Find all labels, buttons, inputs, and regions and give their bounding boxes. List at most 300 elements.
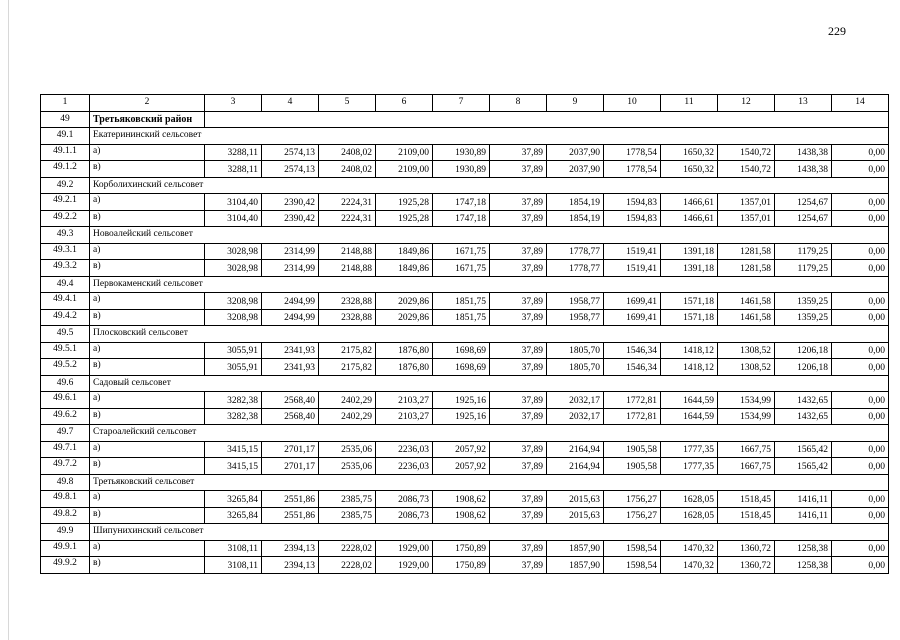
value-cell-col14: 0,00 <box>832 309 889 326</box>
value-cell-col6: 1929,00 <box>376 557 433 574</box>
value-cell-col4: 2568,40 <box>262 408 319 425</box>
value-cell-col10: 1546,34 <box>604 342 661 359</box>
value-cell-col14: 0,00 <box>832 441 889 458</box>
column-header-9: 9 <box>547 95 604 112</box>
value-cell-col5: 2328,88 <box>319 293 376 310</box>
value-cell-col3: 3104,40 <box>205 210 262 227</box>
table-row <box>41 491 889 508</box>
value-cell-col7: 1925,16 <box>433 392 490 409</box>
table-row <box>41 260 889 277</box>
value-cell-col8: 37,89 <box>490 210 547 227</box>
value-cell-col11: 1391,18 <box>661 260 718 277</box>
value-cell-col6: 2236,03 <box>376 441 433 458</box>
value-cell-col6: 1849,86 <box>376 260 433 277</box>
value-cell-col10: 1772,81 <box>604 408 661 425</box>
row-code: 49.1.1 <box>41 144 90 161</box>
value-cell-col7: 1698,69 <box>433 359 490 376</box>
value-cell-col3: 3055,91 <box>205 359 262 376</box>
value-cell-col8: 37,89 <box>490 194 547 211</box>
value-cell-col6: 1876,80 <box>376 359 433 376</box>
row-code: 49.1.2 <box>41 161 90 178</box>
value-cell-col8: 37,89 <box>490 342 547 359</box>
value-cell-col11: 1470,32 <box>661 540 718 557</box>
value-cell-col5: 2535,06 <box>319 458 376 475</box>
value-cell-col7: 1747,18 <box>433 210 490 227</box>
value-cell-col4: 2314,99 <box>262 260 319 277</box>
value-cell-col12: 1667,75 <box>718 458 775 475</box>
value-cell-col9: 1857,90 <box>547 540 604 557</box>
table-row <box>41 441 889 458</box>
table-row <box>41 557 889 574</box>
row-label: в) <box>90 458 205 475</box>
value-cell-col14: 0,00 <box>832 161 889 178</box>
value-cell-col4: 2390,42 <box>262 194 319 211</box>
subgroup-code: 49.2 <box>41 177 90 194</box>
value-cell-col10: 1905,58 <box>604 458 661 475</box>
row-code: 49.9.2 <box>41 557 90 574</box>
column-header-5: 5 <box>319 95 376 112</box>
value-cell-col13: 1565,42 <box>775 441 832 458</box>
value-cell-col12: 1667,75 <box>718 441 775 458</box>
value-cell-col11: 1628,05 <box>661 491 718 508</box>
subgroup-code: 49.3 <box>41 227 90 244</box>
value-cell-col11: 1466,61 <box>661 194 718 211</box>
value-cell-col14: 0,00 <box>832 557 889 574</box>
value-cell-col5: 2175,82 <box>319 342 376 359</box>
column-header-10: 10 <box>604 95 661 112</box>
value-cell-col14: 0,00 <box>832 359 889 376</box>
value-cell-col13: 1416,11 <box>775 507 832 524</box>
value-cell-col10: 1598,54 <box>604 540 661 557</box>
subgroup-code: 49.7 <box>41 425 90 442</box>
value-cell-col12: 1360,72 <box>718 557 775 574</box>
value-cell-col12: 1281,58 <box>718 260 775 277</box>
value-cell-col6: 1849,86 <box>376 243 433 260</box>
value-cell-col8: 37,89 <box>490 293 547 310</box>
value-cell-col5: 2328,88 <box>319 309 376 326</box>
value-cell-col12: 1540,72 <box>718 144 775 161</box>
value-cell-col9: 1958,77 <box>547 293 604 310</box>
value-cell-col5: 2224,31 <box>319 194 376 211</box>
value-cell-col7: 1671,75 <box>433 243 490 260</box>
row-code: 49.8.1 <box>41 491 90 508</box>
value-cell-col5: 2148,88 <box>319 243 376 260</box>
value-cell-col12: 1461,58 <box>718 293 775 310</box>
table-row <box>41 161 889 178</box>
value-cell-col13: 1565,42 <box>775 458 832 475</box>
value-cell-col9: 2032,17 <box>547 392 604 409</box>
subgroup-name: Третьяковский сельсовет <box>90 474 889 491</box>
value-cell-col13: 1254,67 <box>775 194 832 211</box>
row-code: 49.8.2 <box>41 507 90 524</box>
value-cell-col4: 2394,13 <box>262 540 319 557</box>
value-cell-col10: 1546,34 <box>604 359 661 376</box>
row-code: 49.3.1 <box>41 243 90 260</box>
value-cell-col5: 2175,82 <box>319 359 376 376</box>
row-label: в) <box>90 408 205 425</box>
value-cell-col4: 2551,86 <box>262 491 319 508</box>
value-cell-col8: 37,89 <box>490 491 547 508</box>
subgroup-name: Шипунихинский сельсовет <box>90 524 889 541</box>
value-cell-col4: 2341,93 <box>262 359 319 376</box>
table-row <box>41 359 889 376</box>
column-header-11: 11 <box>661 95 718 112</box>
value-cell-col6: 2103,27 <box>376 408 433 425</box>
subgroup-row <box>41 524 889 541</box>
value-cell-col10: 1778,54 <box>604 161 661 178</box>
value-cell-col8: 37,89 <box>490 557 547 574</box>
table-row <box>41 408 889 425</box>
value-cell-col8: 37,89 <box>490 441 547 458</box>
value-cell-col10: 1594,83 <box>604 194 661 211</box>
value-cell-col4: 2390,42 <box>262 210 319 227</box>
district-name: Третьяковский район <box>90 111 205 128</box>
column-header-14: 14 <box>832 95 889 112</box>
subgroup-name: Плосковский сельсовет <box>90 326 889 343</box>
value-cell-col14: 0,00 <box>832 458 889 475</box>
value-cell-col8: 37,89 <box>490 309 547 326</box>
value-cell-col12: 1534,99 <box>718 408 775 425</box>
value-cell-col13: 1359,25 <box>775 293 832 310</box>
value-cell-col11: 1418,12 <box>661 342 718 359</box>
value-cell-col3: 3208,98 <box>205 293 262 310</box>
value-cell-col7: 1750,89 <box>433 557 490 574</box>
row-label: а) <box>90 342 205 359</box>
value-cell-col5: 2385,75 <box>319 507 376 524</box>
subgroup-code: 49.4 <box>41 276 90 293</box>
value-cell-col4: 2314,99 <box>262 243 319 260</box>
value-cell-col5: 2224,31 <box>319 210 376 227</box>
value-cell-col12: 1360,72 <box>718 540 775 557</box>
subgroup-row <box>41 128 889 145</box>
value-cell-col3: 3415,15 <box>205 441 262 458</box>
value-cell-col3: 3265,84 <box>205 491 262 508</box>
subgroup-name: Первокаменский сельсовет <box>90 276 889 293</box>
row-label: в) <box>90 557 205 574</box>
value-cell-col6: 2086,73 <box>376 491 433 508</box>
header-row <box>41 95 889 112</box>
value-cell-col3: 3104,40 <box>205 194 262 211</box>
page-number: 229 <box>828 24 846 38</box>
value-cell-col3: 3288,11 <box>205 161 262 178</box>
row-label: в) <box>90 309 205 326</box>
value-cell-col8: 37,89 <box>490 507 547 524</box>
row-label: в) <box>90 260 205 277</box>
value-cell-col6: 1925,28 <box>376 210 433 227</box>
value-cell-col5: 2385,75 <box>319 491 376 508</box>
value-cell-col14: 0,00 <box>832 491 889 508</box>
row-code: 49.7.1 <box>41 441 90 458</box>
column-header-6: 6 <box>376 95 433 112</box>
value-cell-col10: 1772,81 <box>604 392 661 409</box>
value-cell-col8: 37,89 <box>490 161 547 178</box>
value-cell-col7: 2057,92 <box>433 441 490 458</box>
value-cell-col13: 1254,67 <box>775 210 832 227</box>
value-cell-col11: 1644,59 <box>661 392 718 409</box>
value-cell-col9: 1805,70 <box>547 342 604 359</box>
row-label: в) <box>90 359 205 376</box>
value-cell-col10: 1905,58 <box>604 441 661 458</box>
value-cell-col7: 1908,62 <box>433 507 490 524</box>
value-cell-col10: 1519,41 <box>604 243 661 260</box>
value-cell-col14: 0,00 <box>832 260 889 277</box>
value-cell-col11: 1418,12 <box>661 359 718 376</box>
value-cell-col6: 2109,00 <box>376 161 433 178</box>
row-code: 49.2.2 <box>41 210 90 227</box>
subgroup-code: 49.8 <box>41 474 90 491</box>
value-cell-col6: 1925,28 <box>376 194 433 211</box>
value-cell-col8: 37,89 <box>490 408 547 425</box>
value-cell-col4: 2551,86 <box>262 507 319 524</box>
column-header-13: 13 <box>775 95 832 112</box>
value-cell-col13: 1179,25 <box>775 243 832 260</box>
value-cell-col9: 2164,94 <box>547 441 604 458</box>
value-cell-col10: 1778,54 <box>604 144 661 161</box>
value-cell-col7: 1925,16 <box>433 408 490 425</box>
value-cell-col3: 3055,91 <box>205 342 262 359</box>
value-cell-col5: 2228,02 <box>319 557 376 574</box>
value-cell-col12: 1308,52 <box>718 359 775 376</box>
value-cell-col7: 1698,69 <box>433 342 490 359</box>
value-cell-col13: 1258,38 <box>775 557 832 574</box>
table-row <box>41 293 889 310</box>
district-code: 49 <box>41 111 90 128</box>
value-cell-col4: 2394,13 <box>262 557 319 574</box>
row-code: 49.6.2 <box>41 408 90 425</box>
value-cell-col11: 1628,05 <box>661 507 718 524</box>
value-cell-col3: 3028,98 <box>205 260 262 277</box>
value-cell-col6: 2236,03 <box>376 458 433 475</box>
table-row <box>41 342 889 359</box>
value-cell-col9: 2164,94 <box>547 458 604 475</box>
value-cell-col5: 2408,02 <box>319 144 376 161</box>
row-code: 49.7.2 <box>41 458 90 475</box>
value-cell-col7: 2057,92 <box>433 458 490 475</box>
table-row <box>41 243 889 260</box>
row-code: 49.6.1 <box>41 392 90 409</box>
value-cell-col11: 1571,18 <box>661 309 718 326</box>
row-label: а) <box>90 194 205 211</box>
value-cell-col7: 1851,75 <box>433 309 490 326</box>
column-header-1: 1 <box>41 95 90 112</box>
value-cell-col8: 37,89 <box>490 458 547 475</box>
value-cell-col3: 3028,98 <box>205 243 262 260</box>
value-cell-col11: 1650,32 <box>661 161 718 178</box>
table-row <box>41 458 889 475</box>
value-cell-col12: 1308,52 <box>718 342 775 359</box>
value-cell-col4: 2574,13 <box>262 144 319 161</box>
value-cell-col3: 3288,11 <box>205 144 262 161</box>
value-cell-col3: 3282,38 <box>205 408 262 425</box>
value-cell-col13: 1359,25 <box>775 309 832 326</box>
value-cell-col9: 2037,90 <box>547 144 604 161</box>
table-row <box>41 392 889 409</box>
value-cell-col3: 3208,98 <box>205 309 262 326</box>
value-cell-col7: 1750,89 <box>433 540 490 557</box>
subgroup-code: 49.6 <box>41 375 90 392</box>
subgroup-row <box>41 326 889 343</box>
table-row <box>41 309 889 326</box>
value-cell-col8: 37,89 <box>490 243 547 260</box>
value-cell-col10: 1594,83 <box>604 210 661 227</box>
value-cell-col14: 0,00 <box>832 194 889 211</box>
value-cell-col7: 1747,18 <box>433 194 490 211</box>
row-code: 49.5.2 <box>41 359 90 376</box>
table-row <box>41 210 889 227</box>
page-margin-line <box>8 0 9 640</box>
subgroup-name: Староалейский сельсовет <box>90 425 889 442</box>
value-cell-col10: 1756,27 <box>604 491 661 508</box>
value-cell-col3: 3415,15 <box>205 458 262 475</box>
value-cell-col9: 1857,90 <box>547 557 604 574</box>
row-label: а) <box>90 392 205 409</box>
row-label: в) <box>90 210 205 227</box>
row-code: 49.4.2 <box>41 309 90 326</box>
subgroup-code: 49.1 <box>41 128 90 145</box>
row-label: а) <box>90 293 205 310</box>
value-cell-col5: 2402,29 <box>319 392 376 409</box>
value-cell-col10: 1699,41 <box>604 293 661 310</box>
value-cell-col8: 37,89 <box>490 144 547 161</box>
value-cell-col13: 1432,65 <box>775 392 832 409</box>
value-cell-col3: 3282,38 <box>205 392 262 409</box>
value-cell-col14: 0,00 <box>832 243 889 260</box>
district-row <box>41 111 889 128</box>
value-cell-col8: 37,89 <box>490 540 547 557</box>
value-cell-col13: 1438,38 <box>775 161 832 178</box>
value-cell-col10: 1598,54 <box>604 557 661 574</box>
row-label: а) <box>90 243 205 260</box>
value-cell-col7: 1671,75 <box>433 260 490 277</box>
value-cell-col12: 1281,58 <box>718 243 775 260</box>
subgroup-row <box>41 276 889 293</box>
table-row <box>41 194 889 211</box>
value-cell-col13: 1432,65 <box>775 408 832 425</box>
value-cell-col4: 2701,17 <box>262 458 319 475</box>
value-cell-col9: 1854,19 <box>547 194 604 211</box>
value-cell-col6: 2103,27 <box>376 392 433 409</box>
value-cell-col14: 0,00 <box>832 210 889 227</box>
value-cell-col9: 2015,63 <box>547 507 604 524</box>
value-cell-col14: 0,00 <box>832 392 889 409</box>
value-cell-col12: 1461,58 <box>718 309 775 326</box>
column-header-4: 4 <box>262 95 319 112</box>
value-cell-col7: 1930,89 <box>433 144 490 161</box>
value-cell-col7: 1908,62 <box>433 491 490 508</box>
value-cell-col11: 1470,32 <box>661 557 718 574</box>
value-cell-col8: 37,89 <box>490 359 547 376</box>
row-label: в) <box>90 507 205 524</box>
value-cell-col14: 0,00 <box>832 342 889 359</box>
value-cell-col14: 0,00 <box>832 408 889 425</box>
value-cell-col9: 2037,90 <box>547 161 604 178</box>
value-cell-col5: 2228,02 <box>319 540 376 557</box>
subgroup-code: 49.5 <box>41 326 90 343</box>
value-cell-col4: 2568,40 <box>262 392 319 409</box>
subgroup-row <box>41 227 889 244</box>
value-cell-col13: 1206,18 <box>775 342 832 359</box>
value-cell-col6: 2029,86 <box>376 309 433 326</box>
row-label: в) <box>90 161 205 178</box>
row-code: 49.2.1 <box>41 194 90 211</box>
value-cell-col9: 1778,77 <box>547 260 604 277</box>
row-label: а) <box>90 491 205 508</box>
value-cell-col9: 1805,70 <box>547 359 604 376</box>
value-cell-col10: 1756,27 <box>604 507 661 524</box>
value-cell-col14: 0,00 <box>832 293 889 310</box>
value-cell-col12: 1540,72 <box>718 161 775 178</box>
value-cell-col6: 2086,73 <box>376 507 433 524</box>
value-cell-col11: 1777,35 <box>661 458 718 475</box>
value-cell-col9: 1778,77 <box>547 243 604 260</box>
value-cell-col9: 2032,17 <box>547 408 604 425</box>
value-cell-col14: 0,00 <box>832 507 889 524</box>
value-cell-col9: 1958,77 <box>547 309 604 326</box>
value-cell-col6: 2109,00 <box>376 144 433 161</box>
value-cell-col3: 3108,11 <box>205 557 262 574</box>
subgroup-row <box>41 375 889 392</box>
value-cell-col13: 1258,38 <box>775 540 832 557</box>
value-cell-col9: 2015,63 <box>547 491 604 508</box>
subgroup-code: 49.9 <box>41 524 90 541</box>
value-cell-col10: 1519,41 <box>604 260 661 277</box>
subgroup-name: Новоалейский сельсовет <box>90 227 889 244</box>
value-cell-col4: 2341,93 <box>262 342 319 359</box>
value-cell-col10: 1699,41 <box>604 309 661 326</box>
district-blank <box>205 111 889 128</box>
value-cell-col14: 0,00 <box>832 540 889 557</box>
value-cell-col5: 2535,06 <box>319 441 376 458</box>
table-row <box>41 144 889 161</box>
subgroup-row <box>41 474 889 491</box>
row-label: а) <box>90 540 205 557</box>
value-cell-col9: 1854,19 <box>547 210 604 227</box>
value-cell-col12: 1534,99 <box>718 392 775 409</box>
value-cell-col12: 1357,01 <box>718 210 775 227</box>
value-cell-col11: 1777,35 <box>661 441 718 458</box>
column-header-2: 2 <box>90 95 205 112</box>
value-cell-col13: 1416,11 <box>775 491 832 508</box>
subgroup-row <box>41 425 889 442</box>
value-cell-col7: 1930,89 <box>433 161 490 178</box>
value-cell-col11: 1571,18 <box>661 293 718 310</box>
row-code: 49.5.1 <box>41 342 90 359</box>
subgroup-name: Корболихинский сельсовет <box>90 177 889 194</box>
subgroup-row <box>41 177 889 194</box>
value-cell-col7: 1851,75 <box>433 293 490 310</box>
value-cell-col4: 2701,17 <box>262 441 319 458</box>
value-cell-col11: 1644,59 <box>661 408 718 425</box>
value-cell-col11: 1466,61 <box>661 210 718 227</box>
table-row <box>41 507 889 524</box>
value-cell-col13: 1206,18 <box>775 359 832 376</box>
row-code: 49.9.1 <box>41 540 90 557</box>
value-cell-col5: 2408,02 <box>319 161 376 178</box>
row-code: 49.4.1 <box>41 293 90 310</box>
value-cell-col12: 1518,45 <box>718 507 775 524</box>
subgroup-name: Садовый сельсовет <box>90 375 889 392</box>
value-cell-col11: 1391,18 <box>661 243 718 260</box>
value-cell-col4: 2494,99 <box>262 309 319 326</box>
value-cell-col4: 2574,13 <box>262 161 319 178</box>
value-cell-col8: 37,89 <box>490 392 547 409</box>
value-cell-col12: 1357,01 <box>718 194 775 211</box>
value-cell-col3: 3108,11 <box>205 540 262 557</box>
tariff-table <box>40 94 889 574</box>
column-header-3: 3 <box>205 95 262 112</box>
value-cell-col14: 0,00 <box>832 144 889 161</box>
value-cell-col6: 2029,86 <box>376 293 433 310</box>
